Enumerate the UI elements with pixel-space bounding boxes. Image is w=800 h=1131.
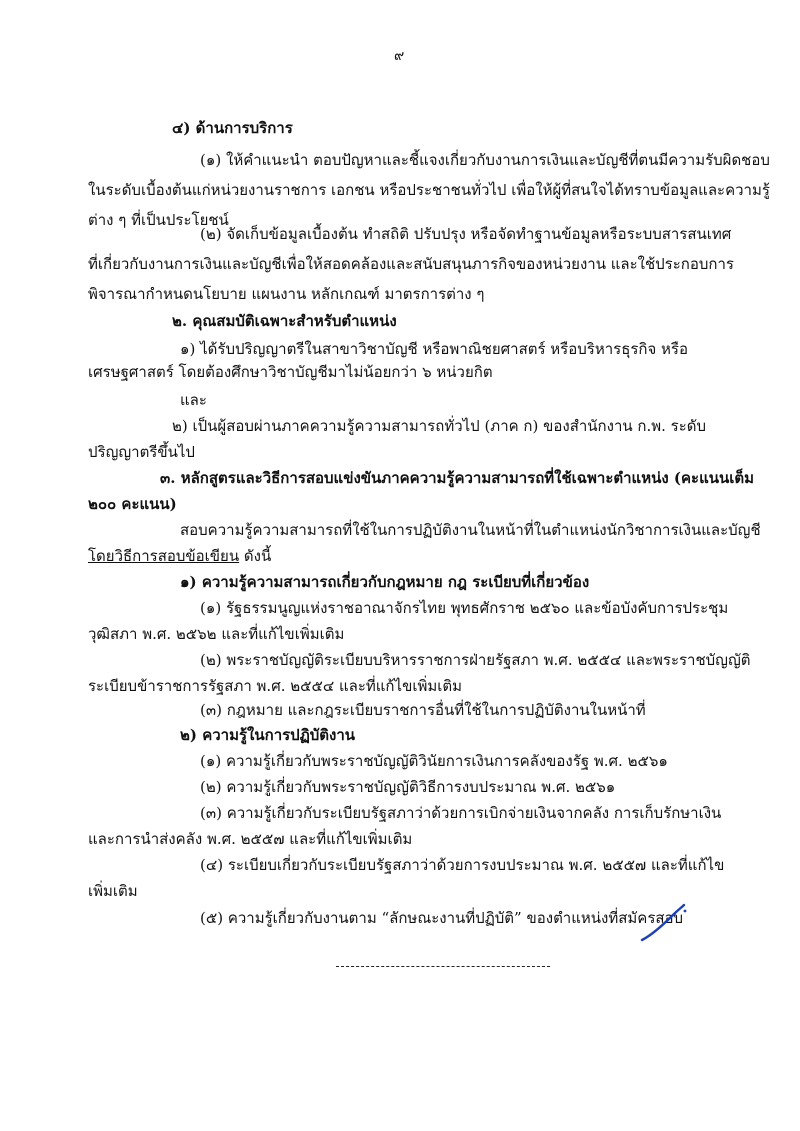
qualification-heading: ๒. คุณสมบัติเฉพาะสำหรับตำแหน่ง <box>172 312 397 330</box>
exam-intro-line-2 <box>88 546 271 566</box>
and-connector: และ <box>180 391 207 409</box>
work-knowledge-heading: ๒) ความรู้ในการปฏิบัติงาน <box>180 726 356 744</box>
service-item-2-line-1: (๒) จัดเก็บข้อมูลเบื้องต้น ทำสถิติ ปรับปรุง หรือจัดทำฐานข้อมูลหรือระบบสารสนเทศ <box>200 225 732 243</box>
law-item-2-line-1: (๒) พระราชบัญญัติระเบียบบริหารราชการฝ่ายรัฐสภา พ.ศ. ๒๕๕๔ และพระราชบัญญัติ <box>200 651 751 669</box>
handwritten-initial-mark <box>638 902 688 944</box>
qualification-2-line-2: ปริญญาตรีขึ้นไป <box>88 443 195 461</box>
exam-intro-tail: ดังนี้ <box>239 547 272 565</box>
work-item-3-line-2: และการนำส่งคลัง พ.ศ. ๒๕๕๗ และที่แก้ไขเพิ่มเติม <box>88 830 413 848</box>
qualification-2-line-1: ๒) เป็นผู้สอบผ่านภาคความรู้ความสามารถทั่วไป (ภาค ก) ของสำนักงาน ก.พ. ระดับ <box>172 417 707 435</box>
service-heading: ๔) ด้านการบริการ <box>172 119 293 137</box>
exam-heading-line-1: ๓. หลักสูตรและวิธีการสอบแข่งขันภาคความรู้ความสามารถที่ใช้เฉพาะตำแหน่ง (คะแนนเต็ม <box>160 469 755 487</box>
end-divider <box>336 966 550 967</box>
service-item-2-line-2: ที่เกี่ยวกับงานการเงินและบัญชีเพื่อให้สอดคล้องและสนับสนุนภารกิจของหน่วยงาน และใช้ประกอบการ <box>88 255 734 273</box>
service-item-1-line-3: ต่าง ๆ ที่เป็นประโยชน์ <box>88 211 229 229</box>
law-item-3: (๓) กฎหมาย และกฎระเบียบราชการอื่นที่ใช้ในการปฏิบัติงานในหน้าที่ <box>200 701 646 719</box>
exam-intro-line-1: สอบความรู้ความสามารถที่ใช้ในการปฏิบัติงานในหน้าที่ในตำแหน่งนักวิชาการเงินและบัญชี <box>180 521 761 539</box>
work-item-2: (๒) ความรู้เกี่ยวกับพระราชบัญญัติวิธีการงบประมาณ พ.ศ. ๒๕๖๑ <box>200 778 616 796</box>
qualification-1-line-1: ๑) ได้รับปริญญาตรีในสาขาวิชาบัญชี หรือพาณิชยศาสตร์ หรือบริหารธุรกิจ หรือ <box>180 340 688 358</box>
service-item-2-line-3: พิจารณากำหนดนโยบาย แผนงาน หลักเกณฑ์ มาตรการต่าง ๆ <box>88 285 485 303</box>
work-item-3-line-1: (๓) ความรู้เกี่ยวกับระเบียบรัฐสภาว่าด้วยการเบิกจ่ายเงินจากคลัง การเก็บรักษาเงิน <box>200 804 722 822</box>
law-item-2-line-2: ระเบียบข้าราชการรัฐสภา พ.ศ. ๒๕๕๔ และที่แก้ไขเพิ่มเติม <box>88 677 462 695</box>
service-item-1-line-1: (๑) ให้คำแนะนำ ตอบปัญหาและชี้แจงเกี่ยวกับงานการเงินและบัญชีที่ตนมีความรับผิดชอบ <box>200 151 770 169</box>
work-item-5: (๕) ความรู้เกี่ยวกับงานตาม “ลักษณะงานที่ปฏิบัติ” ของตำแหน่งที่สมัครสอบ <box>200 909 684 927</box>
work-item-4-line-1: (๔) ระเบียบเกี่ยวกับระเบียบรัฐสภาว่าด้วยการงบประมาณ พ.ศ. ๒๕๕๗ และที่แก้ไข <box>200 856 725 874</box>
law-item-1-line-2: วุฒิสภา พ.ศ. ๒๕๖๒ และที่แก้ไขเพิ่มเติม <box>88 625 345 643</box>
work-item-4-line-2: เพิ่มเติม <box>88 882 138 900</box>
page-number: ๙ <box>394 48 405 64</box>
work-item-1: (๑) ความรู้เกี่ยวกับพระราชบัญญัติวินัยการเงินการคลังของรัฐ พ.ศ. ๒๕๖๑ <box>200 752 668 770</box>
service-item-1-line-2: ในระดับเบื้องต้นแก่หน่วยงานราชการ เอกชน หรือประชาชนทั่วไป เพื่อให้ผู้ที่สนใจได้ทราบข้อมูลและความรู้ <box>88 181 770 199</box>
law-knowledge-heading: ๑) ความรู้ความสามารถเกี่ยวกับกฎหมาย กฎ ระเบียบที่เกี่ยวข้อง <box>180 573 590 591</box>
qualification-1-line-2: เศรษฐศาสตร์ โดยต้องศึกษาวิชาบัญชีมาไม่น้อยกว่า ๖ หน่วยกิต <box>88 363 493 381</box>
exam-heading-line-2: ๒๐๐ คะแนน) <box>88 495 177 513</box>
law-item-1-line-1: (๑) รัฐธรรมนูญแห่งราชอาณาจักรไทย พุทธศักราช ๒๕๖๐ และข้อบังคับการประชุม <box>200 599 729 617</box>
written-exam-method: โดยวิธีการสอบข้อเขียน <box>88 547 240 565</box>
